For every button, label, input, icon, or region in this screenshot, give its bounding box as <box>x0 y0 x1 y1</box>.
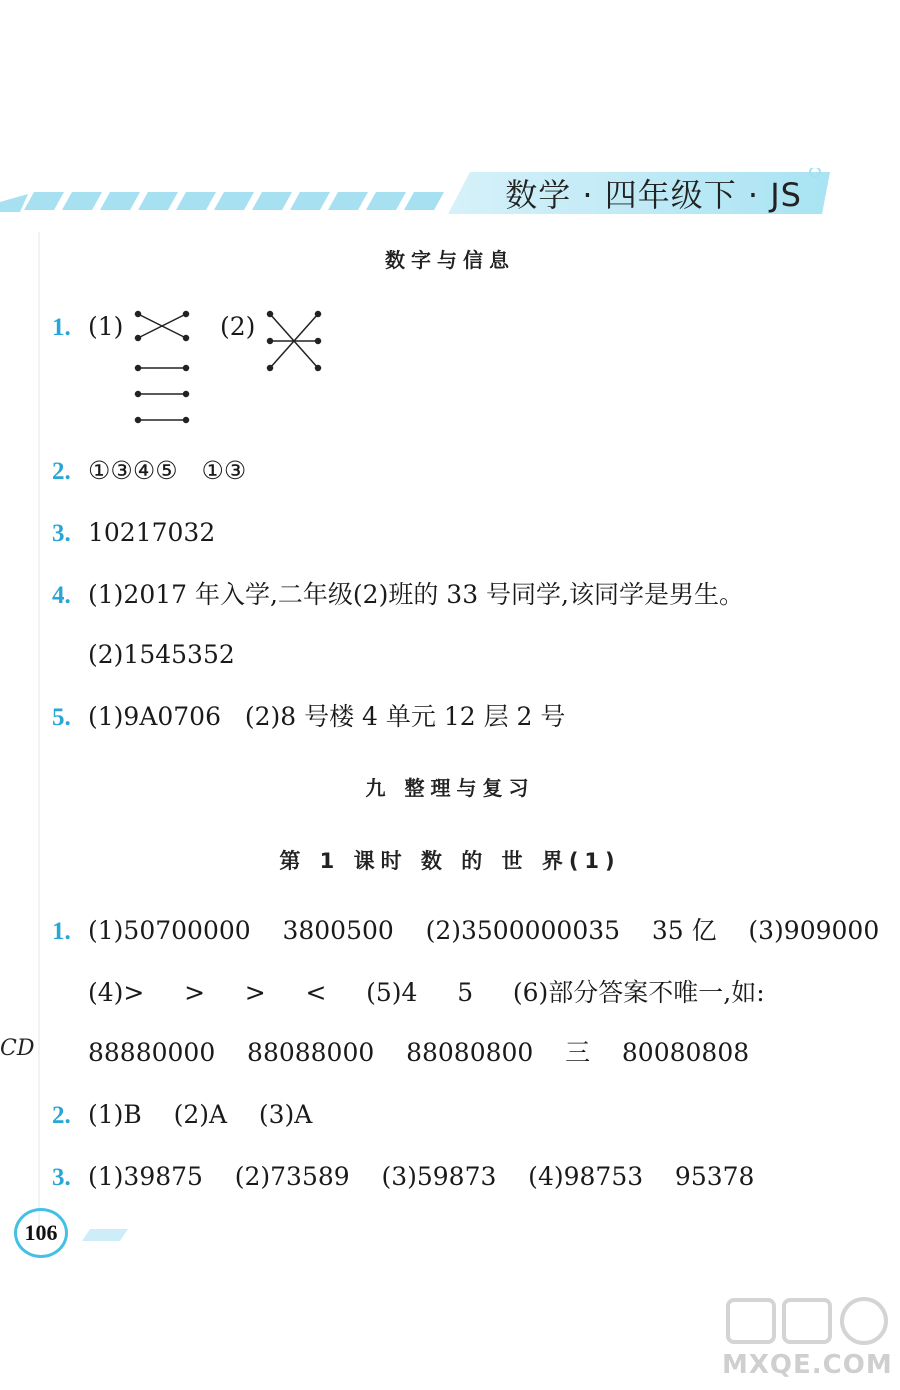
s2-q1-number: 1. <box>52 918 71 945</box>
section-title: 数字与信息 <box>385 248 515 272</box>
q2-answer: ①③④⑤ ①③ <box>88 456 247 485</box>
s2-q1-line <box>52 914 879 949</box>
q1-part1-label: (1) <box>88 312 124 341</box>
q3-number: 3. <box>52 520 71 547</box>
s2-q1-answer-line1: (1)50700000 3800500 (2)3500000035 35 亿 (3)909000 <box>88 916 880 945</box>
q5-number: 5. <box>52 704 71 731</box>
s2-q2-answer: (1)B (2)A (3)A <box>88 1100 313 1129</box>
s2-q2-number: 2. <box>52 1102 71 1129</box>
q4-answer: (1)2017 年入学,二年级(2)班的 33 号同学,该同学是男生。 <box>88 580 744 609</box>
matching-diagram-1 <box>130 306 200 430</box>
q4-line <box>52 578 744 613</box>
q1-number: 1. <box>52 314 71 341</box>
q1-line <box>52 310 123 345</box>
edge-text: CD <box>0 1036 35 1061</box>
s2-q3-answer: (1)39875 (2)73589 (3)59873 (4)98753 95378 <box>88 1162 755 1191</box>
q3-line <box>52 516 215 551</box>
q5-line <box>52 700 565 735</box>
q1-part2-label: (2) <box>220 312 256 341</box>
watermark-logo <box>722 1292 892 1348</box>
s2-q3-number: 3. <box>52 1164 71 1191</box>
page-number: 106 <box>14 1208 68 1258</box>
lesson-title: 第 1 课时 数 的 世 界(1) <box>279 849 621 873</box>
q2-line <box>52 454 246 489</box>
s2-q1-answer-line3: 88880000 88088000 88080800 三 80080808 <box>88 1038 750 1067</box>
q4-number: 4. <box>52 582 71 609</box>
margin-rule <box>38 232 40 1232</box>
watermark-text: MXQE.COM <box>722 1350 893 1380</box>
q3-answer: 10217032 <box>88 518 216 547</box>
q2-number: 2. <box>52 458 71 485</box>
q4-continuation: (2)1545352 <box>88 640 235 669</box>
unit-title: 九 整理与复习 <box>365 776 535 800</box>
header-title: 数学 · 四年级下 · JS <box>505 176 802 214</box>
q5-answer: (1)9A0706 (2)8 号楼 4 单元 12 层 2 号 <box>88 702 566 731</box>
s2-q2-line <box>52 1098 312 1133</box>
page-number-decoration <box>82 1225 130 1245</box>
matching-diagram-2 <box>262 306 332 376</box>
s2-q1-answer-line2: (4)> > > < (5)4 5 (6)部分答案不唯一,如: <box>88 978 765 1007</box>
s2-q3-line <box>52 1160 754 1195</box>
